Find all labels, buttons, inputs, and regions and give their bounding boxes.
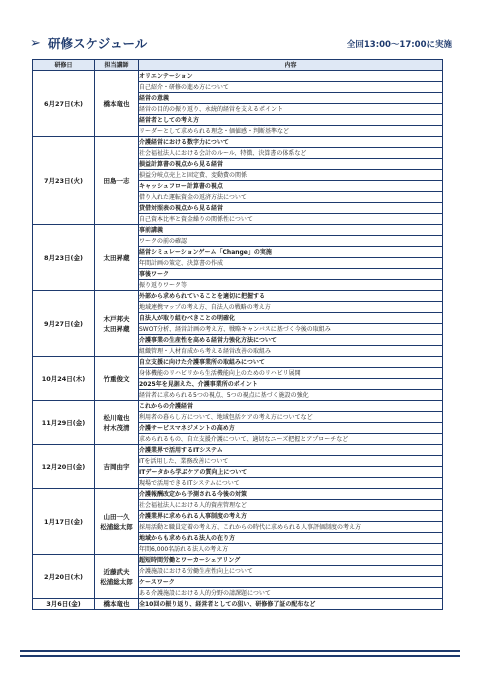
session-instructors [95, 71, 139, 137]
session-date: 7月23日(火) [33, 137, 95, 225]
content-section-title: 介護事業の生産性を高める経営力強化方法について [139, 335, 443, 346]
content-section-title: 外部から求められていることを適切に把握する [139, 291, 443, 302]
content-section-title: 損益計算書の視点から見る経営 [139, 159, 443, 170]
content-section-title: 自立支援に向けた介護事業所の取組みについて [139, 357, 443, 368]
table-row [33, 71, 443, 82]
session-date: 1月17日(金) [33, 489, 95, 555]
instructor-name: 太田昇蔵 [103, 253, 130, 262]
session-date: 9月27日(金) [33, 291, 95, 357]
instructor-name: 田島一志 [103, 176, 130, 185]
arrow-bullet-icon: ➢ [30, 36, 41, 51]
session-instructors [95, 137, 139, 225]
content-description: 社会福祉法人における会計のルール、特徴、決算書の体系など [139, 148, 443, 159]
instructor-name: 橋本竜也 [103, 99, 130, 108]
content-description: 損益分岐点売上と固定費、変動費の関係 [139, 170, 443, 181]
column-header-date: 研修日 [33, 60, 95, 71]
session-date: 12月20日(金) [33, 445, 95, 489]
content-section-title: 全10回の振り返り、経営者としての狙い、研修修了証の配布など [139, 599, 443, 610]
session-date: 10月24日(木) [33, 357, 95, 401]
content-description: 年間6,000名訪れる法人の考え方 [139, 544, 443, 555]
table-row [33, 489, 443, 500]
column-header-instructor: 担当講師 [95, 60, 139, 71]
content-section-title: 介護サービスマネジメントの高め方 [139, 423, 443, 434]
instructor-name: 松浦総太郎 [100, 577, 133, 586]
session-instructors [95, 555, 139, 599]
content-description: 現場で活用できるITシステムについて [139, 478, 443, 489]
session-date: 6月27日(木) [33, 71, 95, 137]
content-description: 自己紹介・研修の進め方について [139, 82, 443, 93]
column-header-content: 内容 [139, 60, 443, 71]
content-description: 利用者の暮らし方について、地域包括ケアの考え方についてなど [139, 412, 443, 423]
instructor-name: 竹重俊文 [103, 374, 130, 383]
content-description: 経営者に求められる5つの視点、5つの視点に基づく施設の強化 [139, 390, 443, 401]
content-section-title: ケースワーク [139, 577, 443, 588]
content-section-title: 経営の意義 [139, 93, 443, 104]
session-date: 2月20日(木) [33, 555, 95, 599]
schedule-table-body [33, 71, 443, 610]
instructor-name: 太田昇蔵 [103, 324, 130, 333]
schedule-table [32, 59, 443, 610]
table-row [33, 555, 443, 566]
content-description: 求められるもの、自立支援介護について、適切なニーズ把握とアプローチなど [139, 434, 443, 445]
content-description: 振り返りワーク等 [139, 280, 443, 291]
content-description: ある介護施設における人的分野の請課題について [139, 588, 443, 599]
instructor-name: 木戸邦夫 [103, 314, 130, 323]
session-date: 11月29日(金) [33, 401, 95, 445]
instructor-name: 松浦総太郎 [100, 522, 133, 531]
instructor-name: 村木茂清 [103, 423, 130, 432]
content-description: 組織管理・人材育成から考える経営改善の取組み [139, 346, 443, 357]
table-row [33, 599, 443, 610]
content-description: 身体機能のリハビリから生活機能向上のためのリハビリ展開 [139, 368, 443, 379]
content-section-title: ITデータから学ぶケアの質向上について [139, 467, 443, 478]
instructor-name: 橋本竜也 [103, 600, 130, 608]
content-description: 介護施設における労働生産性向上について [139, 566, 443, 577]
content-section-title: 貸借対照表の視点から見る経営 [139, 203, 443, 214]
session-instructors [95, 401, 139, 445]
content-description: 地域連携マップの考え方、自法人の戦略の考え方 [139, 302, 443, 313]
page-header [30, 36, 452, 52]
content-section-title: 地域からも求められる法人の在り方 [139, 533, 443, 544]
content-description: ITを活用した、業務改善について [139, 456, 443, 467]
table-row [33, 225, 443, 236]
table-row [33, 357, 443, 368]
content-section-title: 介護業界に求められる人事制度の考え方 [139, 511, 443, 522]
session-instructors [95, 489, 139, 555]
content-description: 借り入れた運転資金の返済方法について [139, 192, 443, 203]
session-instructors [95, 599, 139, 610]
content-section-title: これからの介護経営 [139, 401, 443, 412]
content-section-title: 介護経営における数字力について [139, 137, 443, 148]
instructor-name: 山田一久 [103, 512, 130, 521]
content-description: 自己資本比率と資金繰りの関係性について [139, 214, 443, 225]
content-section-title: キャッシュフロー計算書の視点 [139, 181, 443, 192]
content-section-title: 経営シミュレーションゲーム「Change」の実施 [139, 247, 443, 258]
content-description: 年間計画の策定、決算書の作成 [139, 258, 443, 269]
table-row [33, 445, 443, 456]
content-section-title: 介護報酬改定から予測される今後の対策 [139, 489, 443, 500]
session-instructors [95, 225, 139, 291]
session-date: 8月23日(金) [33, 225, 95, 291]
table-row [33, 291, 443, 302]
content-description: ワークの前の確認 [139, 236, 443, 247]
content-description: 社会福祉法人における人的資産管理など [139, 500, 443, 511]
content-section-title: 2025年を見据えた、介護事業所のポイント [139, 379, 443, 390]
content-section-title: 自法人が取り組むべきことの明確化 [139, 313, 443, 324]
content-section-title: オリエンテーション [139, 71, 443, 82]
instructor-name: 松川竜也 [103, 413, 130, 422]
content-description: SWOT分析、経営計画の考え方、戦略キャンバスに基づく今後の取組み [139, 324, 443, 335]
page-title: 研修スケジュール [48, 36, 148, 51]
content-section-title: 事後ワーク [139, 269, 443, 280]
session-instructors [95, 445, 139, 489]
footer-rule [20, 650, 460, 652]
session-date: 3月6日(金) [33, 599, 95, 610]
content-description: 採用活動と職員定着の考え方、これからの時代に求められる人事評価制度の考え方 [139, 522, 443, 533]
footer-rule [20, 655, 460, 657]
content-section-title: 経営者としての考え方 [139, 115, 443, 126]
content-description: リーダーとして求められる理念・価値感・判断基準など [139, 126, 443, 137]
content-section-title: 超短時間労働とワーカーシェアリング [139, 555, 443, 566]
table-row [33, 137, 443, 148]
content-section-title: 介護業界で活用するITシステム [139, 445, 443, 456]
content-section-title: 事前講義 [139, 225, 443, 236]
table-header-row [33, 60, 443, 71]
table-row [33, 401, 443, 412]
session-instructors [95, 291, 139, 357]
schedule-time-note: 全回13:00～17:00に実施 [346, 40, 452, 50]
session-instructors [95, 357, 139, 401]
content-description: 経営の目的の振り返り、永続的経営を支えるポイント [139, 104, 443, 115]
instructor-name: 吉岡由宇 [103, 462, 130, 471]
instructor-name: 近藤武夫 [103, 567, 130, 576]
